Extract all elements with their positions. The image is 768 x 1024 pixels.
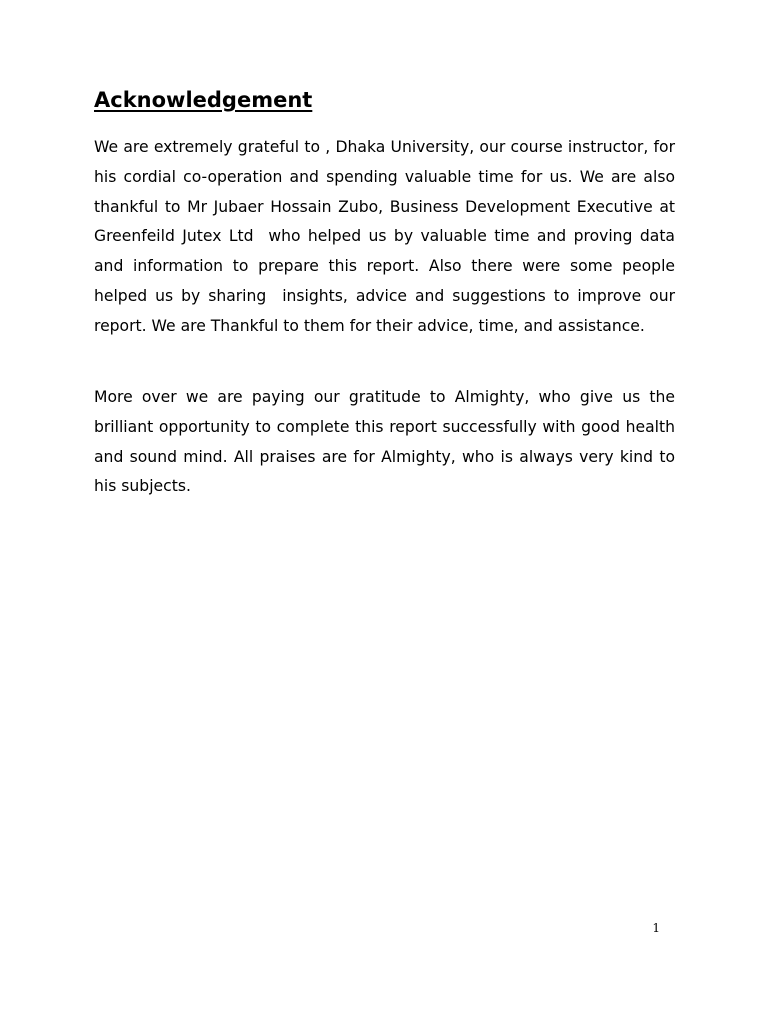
acknowledgement-paragraph-2: More over we are paying our gratitude to Almighty, who give us the brilliant opportunity to complete this report successfully with good health and sound mind. All praises are for Almighty, who is always very kind to his subjects.: [94, 388, 680, 496]
page-number: 1: [652, 921, 660, 935]
acknowledgement-paragraph-1: We are extremely grateful to , Dhaka University, our course instructor, for his cordial co-operation and spending valuable time for us. We are also thankful to Mr Jubaer Hossain Zubo, Business Development Executive at Greenfeild Jutex Ltd who helped us by valuable time and proving data and information to prepare this report. Also there were some people helped us by sharing insights, advice and suggestions to improve our report. We are Thankful to them for their advice, time, and assistance.: [94, 138, 680, 335]
page-title: Acknowledgement: [94, 88, 313, 112]
